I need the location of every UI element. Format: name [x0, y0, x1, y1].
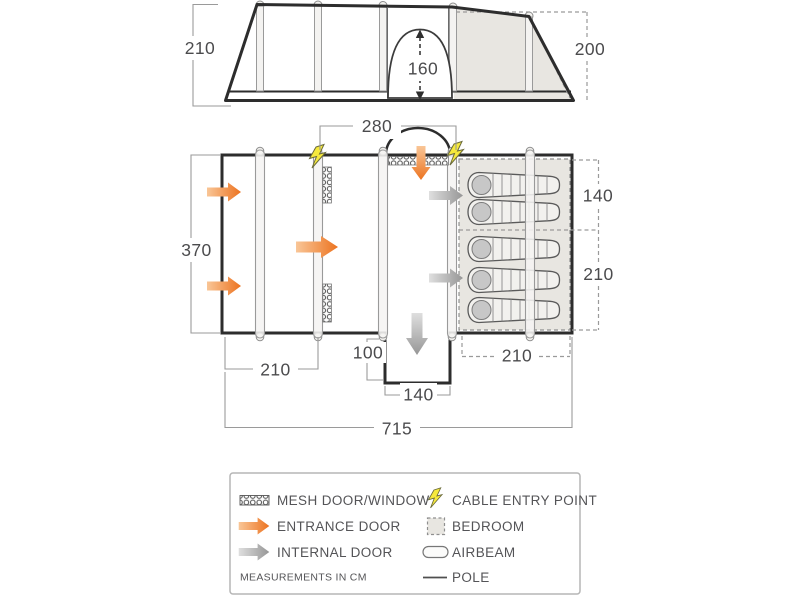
internal-door-icon [429, 269, 463, 288]
airbeam [526, 147, 535, 341]
dim-bedroom-small-depth: 140 [582, 185, 614, 206]
dim-elevation-right-height: 200 [574, 39, 606, 59]
legend-note: MEASUREMENTS IN CM [240, 571, 367, 584]
dim-bedroom-large-depth: 210 [583, 264, 614, 284]
sleeping-bag [468, 298, 560, 323]
internal-door-icon [429, 186, 463, 205]
sleeping-bag [468, 200, 560, 225]
airbeam-icon [423, 547, 448, 558]
legend-label-entrance: ENTRANCE DOOR [277, 519, 401, 534]
dim-porch-width: 140 [403, 384, 434, 405]
airbeam [448, 147, 457, 341]
sleeping-bag [468, 173, 560, 198]
dim-living-width: 210 [260, 359, 291, 380]
legend-label-bedroom: BEDROOM [452, 519, 525, 534]
sleeping-bag [468, 237, 560, 262]
legend-label-cable: CABLE ENTRY POINT [452, 493, 598, 508]
legend-label-airbeam: AIRBEAM [452, 545, 516, 560]
legend-label-pole: POLE [452, 570, 490, 585]
dim-porch-depth: 100 [352, 342, 384, 363]
dim-living-depth: 370 [181, 240, 212, 260]
entrance-door-icon [207, 183, 241, 202]
legend [230, 473, 597, 594]
mesh-strip-lower [323, 284, 332, 322]
legend-label-internal: INTERNAL DOOR [277, 545, 393, 560]
mesh-strip-upper [323, 167, 332, 203]
airbeam [379, 147, 388, 341]
sleeping-bag [468, 268, 560, 293]
dim-bedroom-width: 210 [501, 345, 533, 366]
entrance-door-icon [207, 277, 241, 296]
internal-door-icon [406, 313, 428, 355]
elevation-view [183, 1, 609, 106]
dim-total-width: 715 [381, 418, 413, 439]
dim-elevation-left-height: 210 [184, 38, 216, 58]
elevation-bedroom-shaded [454, 8, 573, 100]
mesh-icon [240, 496, 269, 506]
dim-door-height: 160 [407, 58, 439, 79]
floor-plan [180, 113, 616, 442]
dim-front-door-width: 280 [361, 116, 393, 136]
airbeam [256, 147, 265, 341]
legend-label-mesh: MESH DOOR/WINDOW [277, 493, 430, 508]
bedroom-icon [428, 518, 445, 535]
